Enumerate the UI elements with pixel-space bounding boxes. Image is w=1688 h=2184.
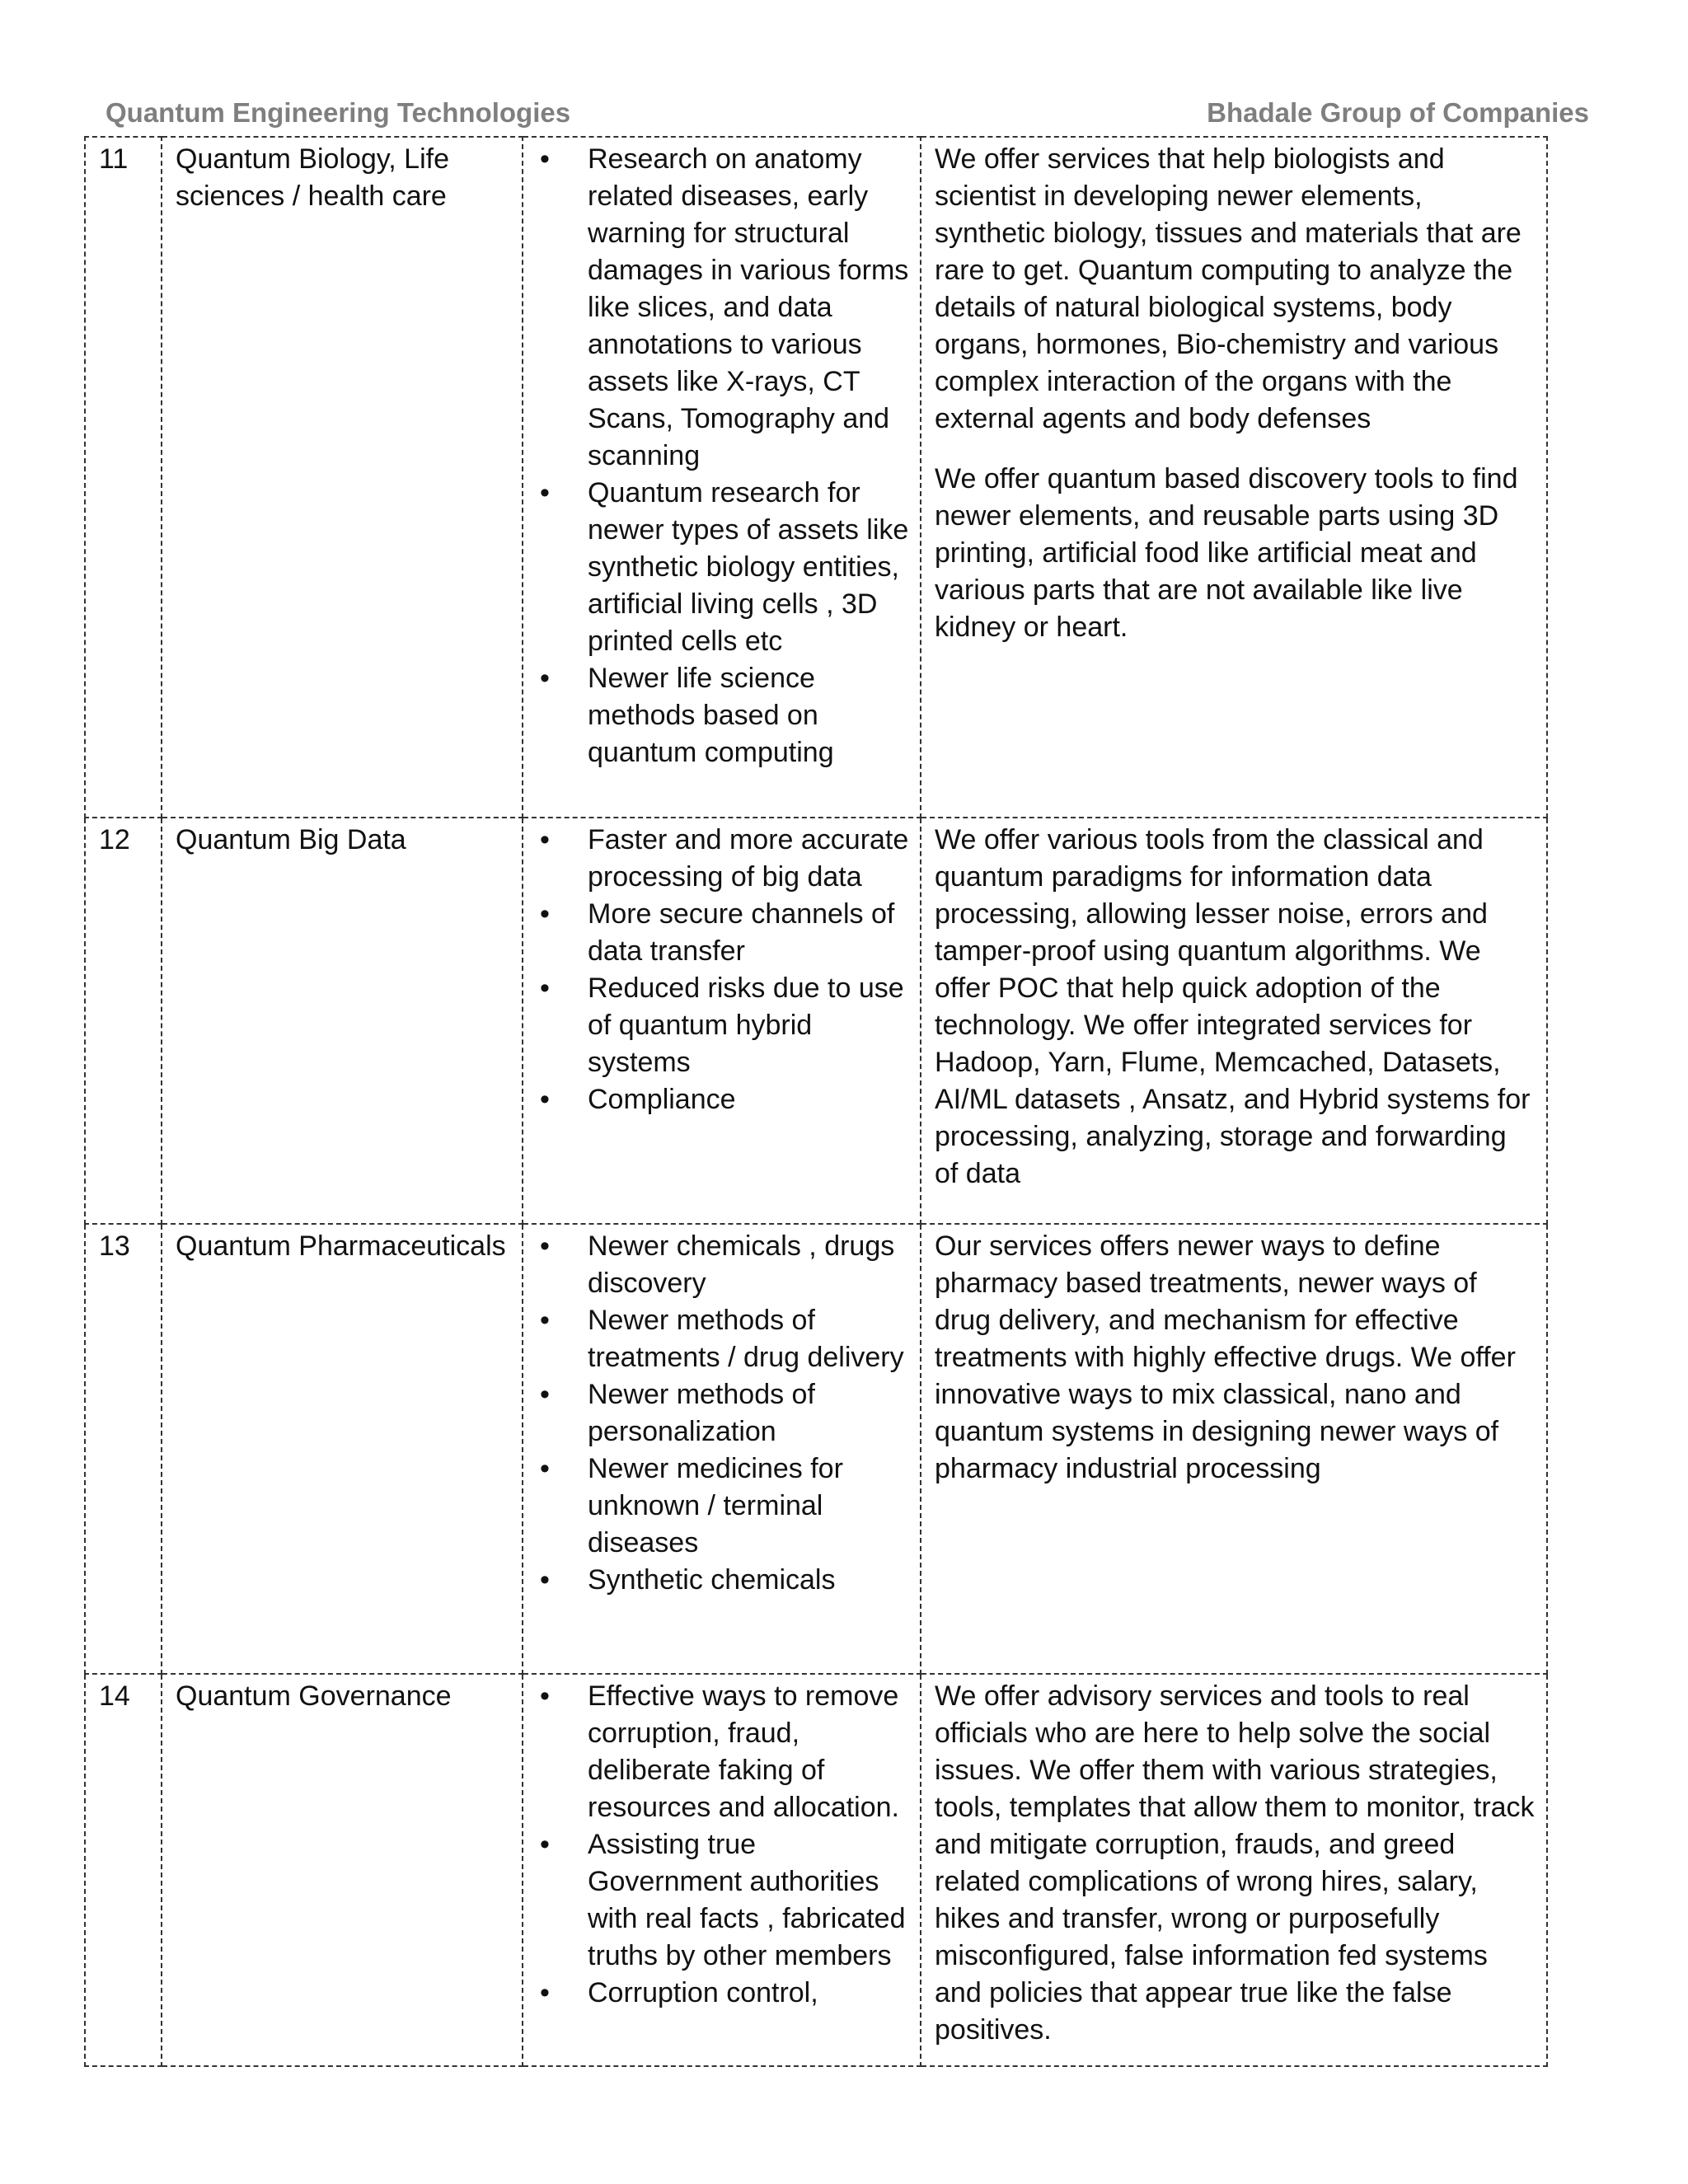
benefits-list (537, 1228, 910, 1599)
service-name: Quantum Biology, Life sciences / health care (162, 137, 523, 818)
table-row (85, 1674, 1547, 2066)
page-header (106, 97, 1589, 138)
list-item: • Assisting true Government authorities with real facts , fabricated truths by other members (588, 1826, 910, 1975)
list-item: • Research on anatomy related diseases, early warning for structural damages in various forms like slices, and data annotations to various assets like X-rays, CT Scans, Tomography and scanning (588, 141, 910, 475)
list-item: • Effective ways to remove corruption, fraud, deliberate faking of resources and allocation. (588, 1678, 910, 1826)
service-name: Quantum Pharmaceuticals (162, 1224, 523, 1674)
description-paragraph: We offer quantum based discovery tools to find newer elements, and reusable parts using 3D printing, artificial food like artificial meat and various parts that are not available like live kidney or heart. (935, 463, 1518, 643)
description-paragraph: Our services offers newer ways to define pharmacy based treatments, newer ways of drug delivery, and mechanism for effective treatments with highly effective drugs. We offer innovative ways to mix classical, nano and quantum systems in designing newer ways of pharmacy industrial processing (935, 1230, 1516, 1484)
list-item: • Newer methods of treatments / drug delivery (588, 1302, 910, 1376)
row-number: 13 (85, 1224, 162, 1674)
description-cell (921, 137, 1547, 818)
header-left-title: Quantum Engineering Technologies (106, 97, 571, 128)
service-name: Quantum Big Data (162, 818, 523, 1224)
benefits-list (537, 822, 910, 1118)
list-item: • Newer chemicals , drugs discovery (588, 1228, 910, 1302)
list-item: • Corruption control, (588, 1975, 910, 2012)
table-row (85, 1224, 1547, 1674)
description-paragraph: We offer advisory services and tools to real officials who are here to help solve the social issues. We offer them with various strategies, tools, templates that allow them to monitor, track and mitigate corruption, frauds, and greed related complications of wrong hires, salary, hikes and transfer, wrong or purposefully misconfigured, false information fed systems and policies that appear true like the false positives. (935, 1680, 1535, 2046)
table-row (85, 818, 1547, 1224)
service-name: Quantum Governance (162, 1674, 523, 2066)
row-number: 14 (85, 1674, 162, 2066)
list-item: • More secure channels of data transfer (588, 896, 910, 970)
benefits-cell (523, 1674, 921, 2066)
list-item: • Newer medicines for unknown / terminal diseases (588, 1451, 910, 1562)
description-paragraph: We offer services that help biologists and scientist in developing newer elements, synthetic biology, tissues and materials that are rare to get. Quantum computing to analyze the details of natural biological systems, body organs, hormones, Bio-chemistry and various complex interaction of the organs with the external agents and body defenses (935, 143, 1522, 434)
description-cell (921, 818, 1547, 1224)
list-item: • Newer life science methods based on quantum computing (588, 660, 910, 771)
benefits-cell (523, 818, 921, 1224)
header-right-title: Bhadale Group of Companies (1207, 97, 1589, 128)
row-number: 12 (85, 818, 162, 1224)
benefits-list (537, 1678, 910, 2012)
row-number: 11 (85, 137, 162, 818)
benefits-cell (523, 1224, 921, 1674)
description-cell (921, 1224, 1547, 1674)
description-cell (921, 1674, 1547, 2066)
benefits-cell (523, 137, 921, 818)
services-table (84, 136, 1548, 2067)
benefits-list (537, 141, 910, 771)
list-item: • Reduced risks due to use of quantum hybrid systems (588, 970, 910, 1081)
list-item: • Compliance (588, 1081, 910, 1118)
list-item: • Newer methods of personalization (588, 1376, 910, 1451)
list-item: • Quantum research for newer types of assets like synthetic biology entities, artificial living cells , 3D printed cells etc (588, 475, 910, 660)
description-paragraph: We offer various tools from the classical and quantum paradigms for information data processing, allowing lesser noise, errors and tamper-proof using quantum algorithms. We offer POC that help quick adoption of the technology. We offer integrated services for Hadoop, Yarn, Flume, Memcached, Datasets, AI/ML datasets , Ansatz, and Hybrid systems for processing, analyzing, storage and forwarding of data (935, 824, 1531, 1189)
list-item: • Synthetic chemicals (588, 1562, 910, 1599)
list-item: • Faster and more accurate processing of big data (588, 822, 910, 896)
table-row (85, 137, 1547, 818)
